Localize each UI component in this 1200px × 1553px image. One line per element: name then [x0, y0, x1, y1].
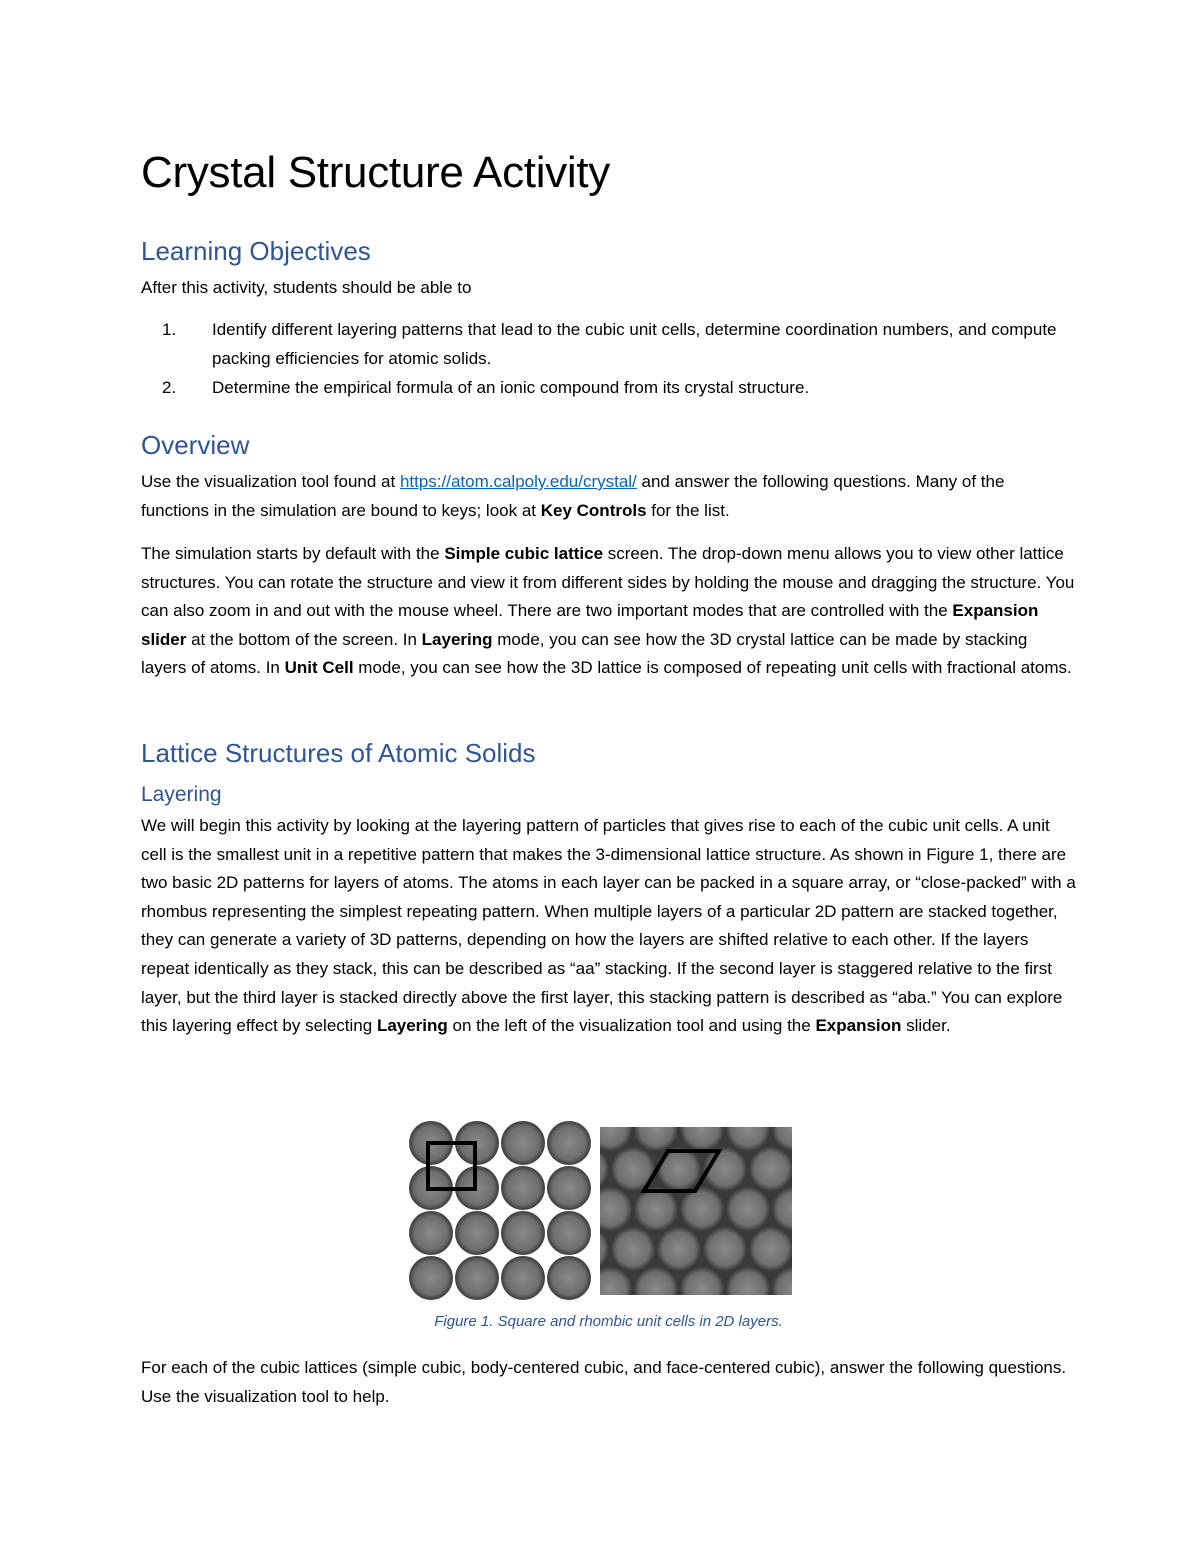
atom-sphere	[547, 1256, 591, 1300]
caption-text: Figure 1. Square and rhombic unit cells in 2D layers.	[434, 1313, 783, 1330]
atom-sphere	[680, 1187, 724, 1231]
overview-paragraph-2	[141, 540, 1076, 683]
bold-run: Expansion	[815, 1016, 902, 1036]
list-text: Identify different layering patterns that lead to the cubic unit cells, determine coordination numbers, and compute packing efficiencies for atomic solids.	[212, 320, 1057, 368]
text-run: and answer the following questions. Many of the functions in the simulation are bound to keys; look at	[141, 472, 1005, 520]
atom-sphere	[657, 1147, 701, 1191]
layering-paragraph	[141, 812, 1076, 1041]
atom-sphere	[409, 1256, 453, 1300]
bold-run: Layering	[421, 629, 493, 649]
page-title: Crystal Structure Activity	[141, 148, 610, 197]
lattice-heading: Lattice Structures of Atomic Solids	[141, 738, 536, 768]
atom-sphere	[726, 1187, 770, 1231]
text-run: slider.	[901, 1016, 951, 1036]
atom-sphere	[611, 1227, 655, 1271]
atom-sphere	[409, 1211, 453, 1255]
bold-run: Expansion slider	[141, 601, 1039, 649]
list-text: Determine the empirical formula of an ionic compound from its crystal structure.	[212, 378, 810, 398]
bold-run: Layering	[376, 1016, 448, 1036]
text-run: at the bottom of the screen. In	[186, 629, 422, 649]
text-run: on the left of the visualization tool and using the	[447, 1016, 816, 1036]
bold-run: Simple cubic lattice	[444, 544, 604, 563]
text-run: We will begin this activity by looking at the layering pattern of particles that gives rise to each of the cubic unit cells. A unit cell is the smallest unit in a repetitive pattern that makes the 3-dimensional lattice structure. As shown in Figure 1, there are two basic 2D patterns for layers of atoms. The atoms in each layer can be packed in a square array, or “close-packed” with a rhombus representing the simplest repeating pattern. When multiple layers of a particular 2D pattern are stacked together, they can generate a variety of 3D patterns, depending on how the layers are shifted relative to each other. If the layers repeat identically as they stack, this can be described as “aa” stacking. If the second layer is staggered relative to the first layer, but the third layer is stacked directly above the first layer, this stacking pattern is described as “aba.” You can explore this layering effect by selecting	[141, 816, 1076, 1036]
overview-paragraph-1	[141, 468, 1076, 525]
atom-sphere	[547, 1166, 591, 1210]
text-run: for the list.	[646, 500, 730, 520]
overview-heading: Overview	[141, 430, 250, 460]
atom-sphere	[501, 1211, 545, 1255]
text-run: The simulation starts by default with the	[141, 544, 445, 563]
atom-sphere	[634, 1187, 678, 1231]
atom-sphere	[547, 1211, 591, 1255]
list-item	[141, 374, 1076, 403]
atom-sphere	[749, 1147, 792, 1191]
square-lattice-image	[408, 1120, 592, 1300]
text-run: mode, you can see how the 3D lattice is composed of repeating unit cells with fractional atoms.	[353, 658, 1072, 678]
bold-run: Unit Cell	[284, 658, 354, 678]
list-number: 2.	[162, 378, 177, 398]
atom-sphere	[455, 1211, 499, 1255]
learning-objectives-heading: Learning Objectives	[141, 236, 371, 266]
atom-sphere	[547, 1121, 591, 1165]
objectives-list	[141, 316, 1076, 404]
close-packed-lattice-image	[600, 1127, 792, 1295]
atom-sphere	[749, 1227, 792, 1271]
calpoly-crystal-link[interactable]: https://atom.calpoly.edu/crystal/	[399, 472, 637, 491]
atom-sphere	[501, 1121, 545, 1165]
list-number: 1.	[162, 320, 177, 339]
text-run: Use the visualization tool found at	[141, 472, 400, 491]
objectives-intro: After this activity, students should be able to	[141, 278, 472, 297]
atom-sphere	[501, 1166, 545, 1210]
atom-sphere	[455, 1256, 499, 1300]
figure-1	[408, 1120, 792, 1300]
list-item	[141, 316, 1076, 373]
figure-caption	[141, 1313, 1076, 1330]
atom-sphere	[501, 1256, 545, 1300]
text-run: screen. The drop-down menu allows you to view other lattice structures. You can rotate the structure and view it from different sides by holding the mouse and dragging the structure. You can also zoom in and out with the mouse wheel. There are two important modes that are controlled with the	[141, 544, 1075, 621]
bold-run: Key Controls	[540, 500, 647, 520]
atom-sphere	[703, 1227, 747, 1271]
cubic-lattices-paragraph: For each of the cubic lattices (simple cubic, body-centered cubic, and face-centered cubic), answer the following questions. Use the visualization tool to help.	[141, 1358, 1067, 1406]
layering-subheading: Layering	[141, 783, 222, 806]
atom-sphere	[657, 1227, 701, 1271]
text-run: mode, you can see how the 3D crystal lattice can be made by stacking layers of atoms. In	[141, 629, 1028, 678]
